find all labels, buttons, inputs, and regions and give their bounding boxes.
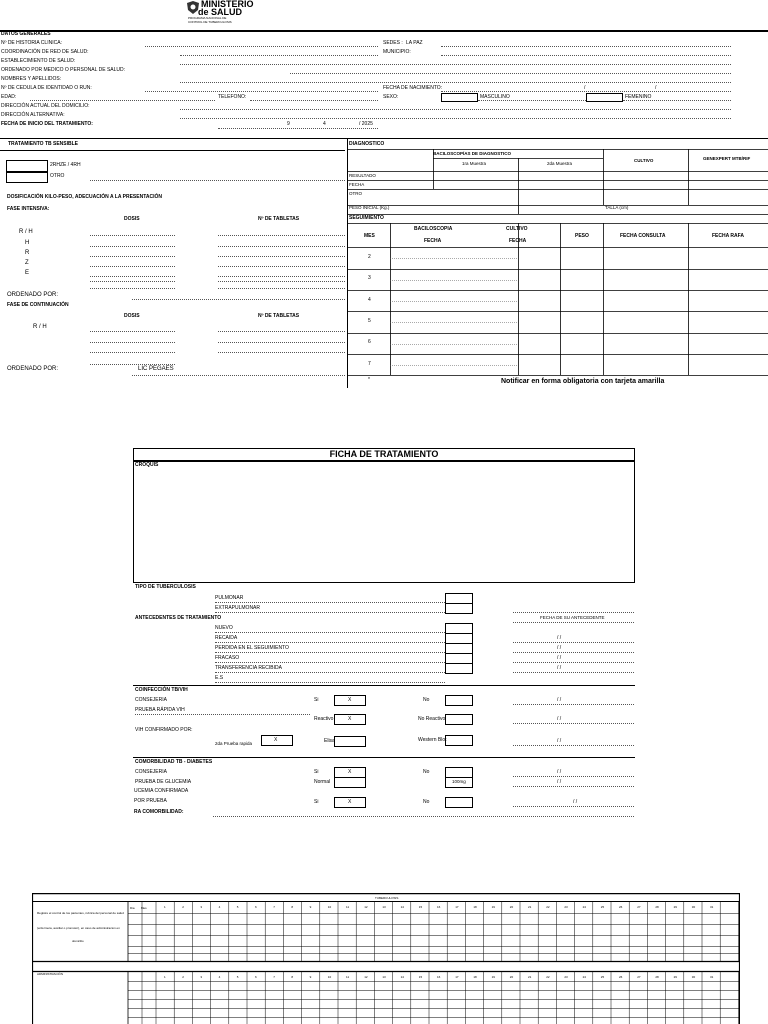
label-elisa: Elisa [324,738,335,744]
muestra1-header: 1ra Muestra [462,161,487,166]
grid-day-number: 18 [473,975,477,979]
checkbox-femenino[interactable] [586,93,623,102]
month-label: 4 [368,297,371,303]
label-otro: OTRO [50,173,65,179]
field-drug-tabletas[interactable] [218,266,345,267]
label-cedula: Nº DE CEDULA DE IDENTIDAD O RUN: [1,85,92,91]
field-cont-dosis-3[interactable] [90,352,175,353]
date-por-prueba: / / [573,799,578,805]
grid-day-number: 23 [564,905,568,909]
field-drug-extra[interactable] [218,281,345,282]
label-sexo: SEXO: [383,94,399,100]
grid-day-number: 11 [346,975,350,979]
grid-day-number: 28 [655,975,659,979]
grid-day-number: 10 [327,975,332,979]
field-historia[interactable] [145,46,378,47]
label-telefono: TELEFONO: [218,94,247,100]
line-date-consejeria [513,704,634,705]
line-date-vih [513,745,634,746]
croquis-box[interactable] [133,461,635,583]
grid-day-number: 14 [400,905,404,909]
month-label: 3 [368,275,371,281]
grid-day-number: 13 [382,975,386,979]
diagnostico-title: DIAGNOSTICO [349,141,385,147]
label-si-3: Si [314,799,319,805]
dosificacion-title: DOSIFICACIÓN KILO-PESO, ADECUACIÓN A LA PRESENTACIÓN [7,194,163,200]
grid-day-number: 20 [509,975,514,979]
date-consejeria: / / [557,697,562,703]
grid-day-number: 7 [273,905,275,909]
grid-day-number: 15 [418,975,423,979]
bottom-side-text-3: domicilio [72,939,84,943]
label-por-prueba: POR PRUEBA [134,798,167,804]
field-drug-dosis[interactable] [90,246,175,247]
grid-day-number: 19 [491,905,495,909]
field-cedula[interactable] [145,91,378,92]
antecedente-date-line[interactable] [513,672,634,673]
grid-day-number: 31 [710,975,714,979]
grid-day-number: 12 [364,905,368,909]
diag-row-fecha: FECHA [349,182,365,187]
label-no-3: No [423,799,430,805]
label-coordinacion: COORDINACIÓN DE RED DE SALUD: [1,49,89,55]
bottom-second-title: ADMINISTRACIÓN [37,972,64,976]
grid-day-number: 31 [710,905,714,909]
antecedente-line [215,682,445,683]
antecedente-line [215,662,445,663]
month-label: 5 [368,318,371,324]
antecedente-label: NUEVO [215,625,233,631]
grid-day-number: 4 [218,975,221,979]
grid-day-number: 23 [564,975,568,979]
line-antecedente-header [513,622,634,623]
antecedente-label: E.S [215,675,224,681]
field-drug-extra[interactable] [90,281,175,282]
bottom-label-mes: Mes [141,906,147,910]
label-no-2: No [423,769,430,775]
fecha-antecedente-header: FECHA DE SU ANTECEDENTE [540,615,605,620]
field-telefono[interactable] [250,100,378,101]
grid-day-number: 2 [182,905,184,909]
ordenado-por-label-2: ORDENADO POR: [7,366,59,372]
genexpert-header: GENEXPERT MTB/RIF [703,156,751,161]
fecha-inicio-mes: 4 [323,121,326,127]
mes-header: MES [364,233,375,239]
field-nombres[interactable] [180,82,731,83]
label-otra-comorbilidad: RA COMORBILIDAD: [134,809,184,815]
field-ordenado-por[interactable] [132,299,345,300]
grid-day-number: 13 [382,905,386,909]
line-date-glucemia [513,786,634,787]
antecedente-line [215,652,445,653]
label-femenino: FEMENINO [625,94,652,100]
label-establecimiento: ESTABLECIMIENTO DE SALUD: [1,58,76,64]
grid-day-number: 21 [528,905,532,909]
antecedente-line [215,632,445,633]
grid-day-number: 20 [509,905,514,909]
grid-day-number: 12 [364,975,368,979]
month-label: 7 [368,361,371,367]
field-drug-dosis[interactable] [90,235,175,236]
x-consejeria: X [348,697,352,703]
bottom-top-title: TUBERCULOSIS [375,896,399,900]
label-no-reactivo: No Reactivo [418,716,446,722]
label-edad: EDAD: [1,94,17,100]
antecedente-date-line[interactable] [513,652,634,653]
grid-day-number: 25 [600,905,605,909]
antecedente-checkbox[interactable] [445,663,473,674]
x-reactivo: X [348,716,352,722]
antecedente-line [215,672,445,673]
antecedente-date: / / [557,665,562,671]
notificar-note: Notificar en forma obligatoria con tarjeta amarilla [501,378,665,385]
field-direccion[interactable] [180,109,731,110]
line-extrapulmonar [215,612,445,613]
muestra2-header: 2da Muestra [547,161,573,166]
label-sedes: SEDES : [383,40,403,46]
fecha-consulta-header: FECHA CONSULTA [620,233,666,239]
value-glucemia: 100mg [452,779,466,784]
antecedente-label: FRACASO [215,655,240,661]
field-ord2-a[interactable] [90,364,175,365]
field-fecha-nac[interactable] [441,91,731,92]
dosis-header: DOSIS [124,216,140,222]
month-label: 6 [368,339,371,345]
label-consejeria: CONSEJERIA [135,697,167,703]
tabletas-header: Nº DE TABLETAS [258,216,300,222]
field-drug-tabletas[interactable] [218,276,345,277]
field-drug-dosis[interactable] [90,256,175,257]
date-vih: / / [557,738,562,744]
fase-intensiva-title: FASE INTENSIVA: [7,206,50,212]
star-mark: * [368,377,370,383]
date-consejeria2: / / [557,769,562,775]
grid-day-number: 17 [455,975,459,979]
field-sedes[interactable] [441,46,731,47]
grid-day-number: 1 [164,905,166,909]
grid-day-number: 1 [164,975,166,979]
cultivo-seg-header: CULTIVO [506,226,528,232]
checkbox-no-reactivo[interactable] [445,714,473,725]
field-drug-tabletas[interactable] [218,256,345,257]
tratamiento-title: TRATAMIENTO TB SENSIBLE [8,141,78,147]
logo-sub2: CONTROL DE TUBERCULOSIS [188,20,232,24]
fecha-header-1: FECHA [424,238,442,244]
grid-day-number: 2 [182,975,184,979]
bottom-side-text-1: Registre el control de los pacientes, rubrica del personal de salud [37,911,124,915]
grid-day-number: 16 [437,975,441,979]
ordenado-por-label: ORDENADO POR: [7,292,59,298]
grid-day-number: 29 [673,975,677,979]
date-reactivo: / / [557,716,562,722]
antecedente-label: TRANSFERENCIA RECIBIDA [215,665,282,671]
field-drug-tabletas[interactable] [218,246,345,247]
grid-day-number: 30 [691,905,696,909]
grid-day-number: 22 [546,905,550,909]
fecha-nac-sep2: / [655,85,657,91]
grid-day-number: 18 [473,905,477,909]
grid-day-number: 7 [273,975,275,979]
line-femenino [623,100,731,101]
label-ordenado: ORDENADO POR MEDICO O PERSONAL DE SALUD: [1,67,126,73]
ministerio-logo [186,0,256,26]
x-por-prueba: X [348,799,352,805]
label-direccion: DIRECCIÓN ACTUAL DEL DOMICILIO: [1,103,90,109]
grid-day-number: 30 [691,975,696,979]
control-grid[interactable] [32,893,740,1024]
grid-day-number: 8 [291,905,294,909]
field-drug-tabletas[interactable] [218,235,345,236]
label-reactivo: Reactivo [314,716,334,722]
label-nombres: NOMBRES Y APELLIDOS: [1,76,62,82]
label-fecha-inicio: FECHA DE INICIO DEL TRATAMIENTO: [1,121,93,127]
checkbox-2rhze[interactable] [6,160,48,172]
grid-day-number: 3 [200,905,203,909]
antecedente-date: / / [557,645,562,651]
bottom-side-text-2: (enfermera, auxiliar o promotor), en caso de administracion en [37,926,120,930]
ordenado-por-value-2: LIC PEGAES [138,366,174,372]
drug-label: H [25,240,30,246]
label-glucemia: PRUEBA DE GLUCEMIA [135,779,192,785]
seguimiento-grid [347,223,768,378]
checkbox-masculino[interactable] [441,93,478,102]
field-cont-dosis-1[interactable] [90,331,175,332]
cultivo-header: CULTIVO [634,158,654,163]
drug-cont-label: R / H [33,324,47,330]
label-no-1: No [423,697,430,703]
divider-comorbilidad [133,757,635,758]
croquis-label: CROQUIS [135,462,159,468]
line-date-consejeria2 [513,776,634,777]
diag-talla: TALLA (cm) [605,205,629,210]
grid-day-number: 17 [455,905,459,909]
checkbox-otro[interactable] [6,172,48,183]
drug-label: R [25,250,30,256]
grid-day-number: 16 [437,905,441,909]
field-ordenado[interactable] [290,73,731,74]
checkbox-elisa[interactable] [334,736,366,747]
field-otra-comorbilidad[interactable] [213,816,634,817]
line-prueba-vih [135,714,310,715]
drug-label: E [25,270,30,276]
field-establecimiento[interactable] [180,64,731,65]
grid-day-number: 9 [309,905,312,909]
checkbox-consejeria-no[interactable] [445,695,473,706]
field-fecha-inicio[interactable] [218,128,378,129]
field-direccion-alt[interactable] [180,118,731,119]
coinfeccion-title: COINFECCIÓN TB/VIH [135,687,188,693]
label-2rhze: 2RHZE / 4RH [50,162,81,168]
field-coordinacion[interactable] [180,55,378,56]
bacilo-header: BACILOSCOPÍAS DE DIAGNOSTICO [433,151,512,156]
checkbox-western[interactable] [445,735,473,746]
grid-day-number: 5 [236,905,239,909]
tratamiento-title-line [0,150,345,151]
grid-day-number: 4 [218,905,221,909]
label-glucemia-conf: UCEMIA CONFIRMADA [134,788,189,794]
grid-day-number: 26 [619,975,623,979]
field-drug-dosis[interactable] [90,266,175,267]
comorbilidad-title: COMORBILIDAD TB - DIABETES [135,759,213,765]
line-masculino [478,100,586,101]
field-cont-tab-3[interactable] [218,352,345,353]
top-border [0,30,768,32]
date-glucemia: / / [557,779,562,785]
fecha-nac-sep1: / [584,85,586,91]
grid-day-number: 8 [291,975,294,979]
x-consejeria2: X [348,769,352,775]
line-date-reactivo [513,723,634,724]
label-direccion-alt: DIRECCIÓN ALTERNATIVA: [1,112,65,118]
field-otro[interactable] [90,180,345,181]
line-tipo-right [513,612,634,613]
fecha-rafa-header: FECHA RAFA [712,233,745,239]
label-fecha-nac: FECHA DE NACIMIENTO: [383,85,443,91]
tabletas-header-2: Nº DE TABLETAS [258,313,300,319]
label-masculino: MASCULINO [480,94,510,100]
diag-row-peso: PESO INICIAL (Kg.) [349,205,390,210]
datos-title: DATOS GENERALES [1,31,51,37]
checkbox-extrapulmonar[interactable] [445,603,473,614]
field-drug-extra[interactable] [90,288,175,289]
field-cont-tab-2[interactable] [218,342,345,343]
diag-row-otro: OTRO [349,191,362,196]
diag-row-resultado: RESULTADO [349,173,376,178]
field-cont-dosis-2[interactable] [90,342,175,343]
antecedente-date: / / [557,655,562,661]
label-vih-confirmado: VIH CONFIRMADO POR: [135,727,193,733]
seguimiento-title: SEGUIMIENTO [349,215,384,221]
grid-day-number: 3 [200,975,203,979]
field-drug-extra[interactable] [218,288,345,289]
grid-day-number: 28 [655,905,659,909]
peso-header: PESO [575,233,589,239]
antecedente-date: / / [557,635,562,641]
logo-line2: de SALUD [198,7,243,17]
field-edad[interactable] [30,100,215,101]
grid-day-number: 10 [327,905,332,909]
checkbox-por-prueba-no[interactable] [445,797,473,808]
divider [0,138,768,139]
antecedente-date-line[interactable] [513,662,634,663]
grid-day-number: 21 [528,975,532,979]
label-historia: Nº DE HISTORIA CLINICA: [1,40,62,46]
grid-day-number: 11 [346,905,350,909]
grid-day-number: 6 [255,905,257,909]
grid-day-number: 5 [236,975,239,979]
label-prueba-vih: PRUEBA RÁPIDA VIH [135,707,185,713]
antecedentes-title: ANTECEDENTES DE TRATAMIENTO [135,615,222,621]
divider-coinfeccion [133,685,635,686]
grid-day-number: 22 [546,975,550,979]
month-label: 2 [368,254,371,260]
field-ord2-b[interactable] [132,375,345,376]
grid-day-number: 26 [619,905,623,909]
fase-continuacion-title: FASE DE CONTINUACIÓN [7,302,69,308]
grid-day-number: 19 [491,975,495,979]
label-municipio: MUNICIPIO: [383,49,411,55]
grid-day-number: 29 [673,905,677,909]
label-consejeria-2: CONSEJERIA [135,769,167,775]
grid-day-number: 25 [600,975,605,979]
value-sedes: LA PAZ [406,40,423,46]
fecha-inicio-dia: 9 [287,121,290,127]
grid-day-number: 27 [637,975,641,979]
drug-label: R / H [19,229,33,235]
x-segunda-prueba: X [274,737,278,743]
grid-day-number: 6 [255,975,257,979]
label-western: Western Blot [418,737,447,743]
dosis-header-2: DOSIS [124,313,140,319]
logo-line1: MINISTERIO [201,0,254,9]
label-normal: Normal [314,779,331,785]
line-date-por-prueba [513,806,634,807]
field-drug-dosis[interactable] [90,276,175,277]
label-si-2: Si [314,769,319,775]
drug-label: Z [25,260,29,266]
checkbox-normal[interactable] [334,777,366,788]
label-si-1: Si [314,697,319,703]
ficha-title: FICHA DE TRATAMIENTO [329,449,439,459]
field-municipio[interactable] [441,55,731,56]
antecedente-label: RECAIDA [215,635,238,641]
logo-sub1: PROGRAMA NACIONAL DE [188,16,227,20]
grid-day-number: 27 [637,905,641,909]
field-cont-tab-1[interactable] [218,331,345,332]
line-pulmonar [215,602,445,603]
fecha-header-2: FECHA [509,238,527,244]
label-extrapulmonar: EXTRAPULMONAR [215,605,261,611]
grid-day-number: 14 [400,975,404,979]
antecedente-label: PERDIDA EN EL SEGUIMIENTO [215,645,289,651]
grid-day-number: 24 [582,975,586,979]
antecedente-date-line[interactable] [513,642,634,643]
fecha-inicio-anio: / 2025 [359,121,373,127]
label-pulmonar: PULMONAR [215,595,244,601]
grid-day-number: 24 [582,905,586,909]
label-segunda-prueba: 2da Prueba rapida [215,741,253,746]
tipo-tb-title: TIPO DE TUBERCULOSIS [135,584,196,590]
bottom-label-dia: Dia [130,906,135,910]
grid-day-number: 15 [418,905,423,909]
antecedente-line [215,642,445,643]
grid-day-number: 9 [309,975,312,979]
baciloscopia-header: BACILOSCOPIA [414,226,453,232]
